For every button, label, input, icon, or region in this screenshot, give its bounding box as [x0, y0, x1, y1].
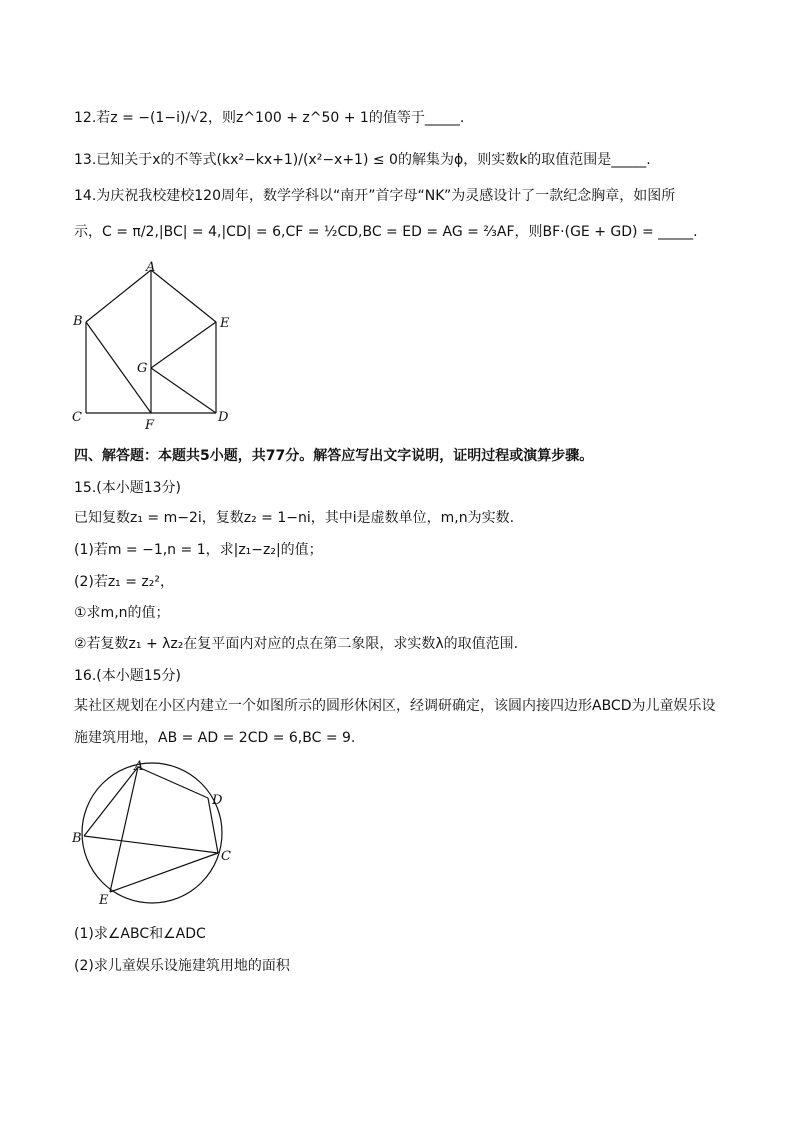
- segment-ge: [151, 322, 216, 368]
- segment-bc: [84, 836, 218, 853]
- question-14-line1: 14.为庆祝我校建校120周年，数学学科以“南开”首字母“NK”为灵感设计了一款纪念胸章，如图所: [74, 188, 676, 204]
- segment-ad: [138, 767, 208, 798]
- segment-ec: [110, 853, 218, 892]
- question-16-stem-line2: 施建筑用地，AB = AD = 2CD = 6,BC = 9.: [74, 730, 356, 746]
- section-four-heading: 四、解答题：本题共5小题，共77分。解答应写出文字说明，证明过程或演算步骤。: [74, 448, 594, 464]
- label-e: E: [99, 893, 109, 908]
- label-a: A: [146, 260, 156, 275]
- label-f: F: [145, 418, 155, 433]
- segment-ab: [86, 270, 151, 322]
- label-c: C: [72, 410, 82, 425]
- question-15-part2a: ①求m,n的值；: [74, 605, 170, 621]
- circumcircle: [82, 763, 222, 903]
- question-15-part1: (1)若m = −1,n = 1，求|z₁−z₂|的值；: [74, 542, 323, 558]
- label-g: G: [137, 361, 148, 376]
- badge-figure: [70, 258, 240, 433]
- question-15-title: 15.(本小题13分): [74, 480, 182, 496]
- segment-gd: [151, 368, 216, 413]
- question-14-line2: 示，C = π/2,|BC| = 4,|CD| = 6,CF = ½CD,BC = ED = AG = ⅔AF，则BF·(GE + GD) = _____.: [74, 224, 698, 240]
- label-a: A: [134, 759, 144, 774]
- label-b: B: [72, 831, 82, 846]
- question-12: 12.若z = −(1−i)/√2，则z^100 + z^50 + 1的值等于_____.: [74, 110, 465, 126]
- question-16-part1: (1)求∠ABC和∠ADC: [74, 926, 206, 942]
- question-13: 13.已知关于x的不等式(kx²−kx+1)/(x²−x+1) ≤ 0的解集为ϕ，则实数k的取值范围是_____.: [74, 152, 651, 168]
- question-15-part2: (2)若z₁ = z₂²，: [74, 574, 174, 590]
- circle-figure: [68, 758, 248, 908]
- question-16-stem-line1: 某社区规划在小区内建立一个如图所示的圆形休闲区，经调研确定，该圆内接四边形ABCD为儿童娱乐设: [74, 698, 716, 714]
- question-16-part2: (2)求儿童娱乐设施建筑用地的面积: [74, 958, 290, 974]
- question-16-title: 16.(本小题15分): [74, 668, 182, 684]
- question-15-part2b: ②若复数z₁ + λz₂在复平面内对应的点在第二象限，求实数λ的取值范围.: [74, 636, 519, 652]
- label-b: B: [73, 314, 83, 329]
- question-15-stem: 已知复数z₁ = m−2i，复数z₂ = 1−ni，其中i是虚数单位，m,n为实数.: [74, 510, 515, 526]
- label-d: D: [218, 410, 229, 425]
- label-d: D: [212, 793, 223, 808]
- label-e: E: [220, 316, 230, 331]
- segment-ae: [151, 270, 216, 322]
- label-c: C: [221, 849, 231, 864]
